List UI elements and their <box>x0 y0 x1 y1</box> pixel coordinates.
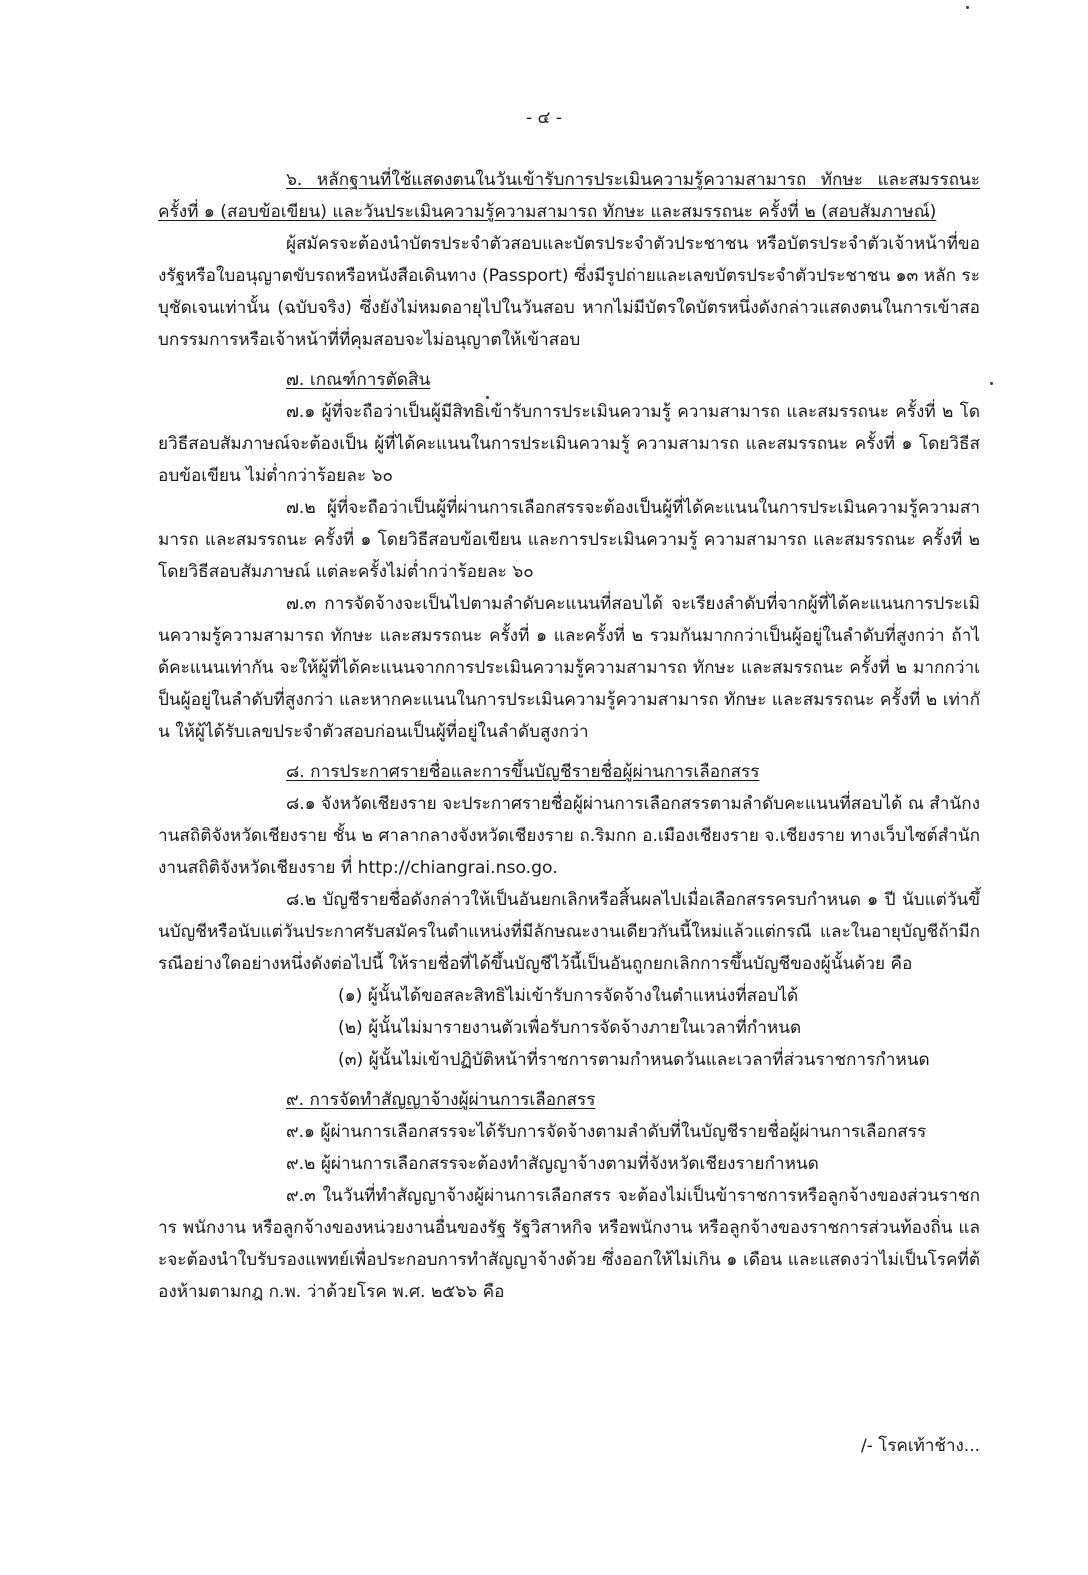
section-8-heading: ๘. การประกาศรายชื่อและการขึ้นบัญชีรายชื่อผู้ผ่านการเลือกสรร <box>286 762 760 782</box>
list-item: (๑) ผู้นั้นได้ขอสละสิทธิไม่เข้ารับการจัดจ้างในตำแหน่งที่สอบได้ <box>338 986 799 1006</box>
section-7-3: ๗.๓ การจัดจ้างจะเป็นไปตามลำดับคะแนนที่สอบได้ จะเรียงลำดับที่จากผู้ที่ได้คะแนนการประเมินความรู้ความสามารถ ทักษะ และสมรรถนะ ครั้งที่ ๑ และครั้งที่ ๒ รวมกันมากกว่าเป็นผู้อยู่ในลำดับที่สูงกว่า ถ้าได้คะแนนเท่ากัน จะให้ผู้ที่ได้คะแนนจากการประเมินความรู้ความสามารถ ทักษะ และสมรรถนะ ครั้งที่ ๒ มากกว่าเป็นผู้อยู่ในลำดับที่สูงกว่า และหากคะแนนในการประเมินความรู้ความสามารถ ทักษะ และสมรรถนะ ครั้งที่ ๒ เท่ากัน ให้ผู้ได้รับเลขประจำตัวสอบก่อนเป็นผู้ที่อยู่ในลำดับสูงกว่า <box>158 594 980 742</box>
section-8-2: ๘.๒ บัญชีรายชื่อดังกล่าวให้เป็นอันยกเลิกหรือสิ้นผลไปเมื่อเลือกสรรครบกำหนด ๑ ปี นับแต่วันขึ้นบัญชีหรือนับแต่วันประกาศรับสมัครในตำแหน่งที่มีลักษณะงานเดียวกันนี้ใหม่แล้วแต่กรณี และในอายุบัญชีถ้ามีกรณีอย่างใดอย่างหนึ่งดังต่อไปนี้ ให้รายชื่อที่ได้ขึ้นบัญชีไว้นี้เป็นอันถูกยกเลิกการขึ้นบัญชีของผู้นั้นด้วย คือ <box>158 890 980 974</box>
section-9-1: ๙.๑ ผู้ผ่านการเลือกสรรจะได้รับการจัดจ้างตามลำดับที่ในบัญชีรายชื่อผู้ผ่านการเลือกสรร <box>286 1122 927 1142</box>
continuation-note: /- โรคเท้าช้าง... <box>860 1436 980 1456</box>
list-item: (๓) ผู้นั้นไม่เข้าปฏิบัติหน้าที่ราชการตามกำหนดวันและเวลาที่ส่วนราชการกำหนด <box>338 1050 930 1070</box>
scan-speck <box>990 382 993 385</box>
section-9-3: ๙.๓ ในวันที่ทำสัญญาจ้างผู้ผ่านการเลือกสรร จะต้องไม่เป็นข้าราชการหรือลูกจ้างของส่วนราชการ พนักงาน หรือลูกจ้างของหน่วยงานอื่นของรัฐ รัฐวิสาหกิจ หรือพนักงาน หรือลูกจ้างของราชการส่วนท้องถิ่น และจะต้องนำใบรับรองแพทย์เพื่อประกอบการทำสัญญาจ้างด้วย ซึ่งออกให้ไม่เกิน ๑ เดือน และแสดงว่าไม่เป็นโรคที่ต้องห้ามตามกฎ ก.พ. ว่าด้วยโรค พ.ศ. ๒๕๖๖ คือ <box>158 1186 980 1302</box>
page-number: - ๔ - <box>526 108 562 128</box>
document-body <box>158 164 980 1308</box>
scan-speck <box>486 396 489 399</box>
section-6-body: ผู้สมัครจะต้องนำบัตรประจำตัวสอบและบัตรประจำตัวประชาชน หรือบัตรประจำตัวเจ้าหน้าที่ของรัฐหรือใบอนุญาตขับรถหรือหนังสือเดินทาง (Passport) ซึ่งมีรูปถ่ายและเลขบัตรประจำตัวประชาชน ๑๓ หลัก ระบุชัดเจนเท่านั้น (ฉบับจริง) ซึ่งยังไม่หมดอายุไปในวันสอบ หากไม่มีบัตรใดบัตรหนึ่งดังกล่าวแสดงตนในการเข้าสอบกรรมการหรือเจ้าหน้าที่ที่คุมสอบจะไม่อนุญาตให้เข้าสอบ <box>158 234 980 350</box>
section-7 <box>158 364 980 748</box>
section-7-heading: ๗. เกณฑ์การตัดสิน <box>286 370 431 390</box>
section-9-heading: ๙. การจัดทำสัญญาจ้างผู้ผ่านการเลือกสรร <box>286 1090 596 1110</box>
scan-speck <box>966 6 969 9</box>
section-9 <box>158 1084 980 1308</box>
section-7-2: ๗.๒ ผู้ที่จะถือว่าเป็นผู้ที่ผ่านการเลือกสรรจะต้องเป็นผู้ที่ได้คะแนนในการประเมินความรู้ความสามารถ และสมรรถนะ ครั้งที่ ๑ โดยวิธีสอบข้อเขียน และการประเมินความรู้ ความสามารถ และสมรรถนะ ครั้งที่ ๒ โดยวิธีสอบสัมภาษณ์ แต่ละครั้งไม่ต่ำกว่าร้อยละ ๖๐ <box>158 498 980 582</box>
list-item: (๒) ผู้นั้นไม่มารายงานตัวเพื่อรับการจัดจ้างภายในเวลาที่กำหนด <box>338 1018 802 1038</box>
section-6 <box>158 164 980 356</box>
section-6-heading: ๖. หลักฐานที่ใช้แสดงตนในวันเข้ารับการประเมินความรู้ความสามารถ ทักษะ และสมรรถนะ ครั้งที่ ๑ (สอบข้อเขียน) และวันประเมินความรู้ความสามารถ ทักษะ และสมรรถนะ ครั้งที่ ๒ (สอบสัมภาษณ์) <box>158 170 980 222</box>
section-8 <box>158 756 980 1076</box>
section-9-2: ๙.๒ ผู้ผ่านการเลือกสรรจะต้องทำสัญญาจ้างตามที่จังหวัดเชียงรายกำหนด <box>286 1154 819 1174</box>
section-8-1: ๘.๑ จังหวัดเชียงราย จะประกาศรายชื่อผู้ผ่านการเลือกสรรตามลำดับคะแนนที่สอบได้ ณ สำนักงานสถิติจังหวัดเชียงราย ชั้น ๒ ศาลากลางจังหวัดเชียงราย ถ.ริมกก อ.เมืองเชียงราย จ.เชียงราย ทางเว็บไซต์สำนักงานสถิติจังหวัดเชียงราย ที่ http://chiangrai.nso.go. <box>158 794 980 878</box>
section-7-1: ๗.๑ ผู้ที่จะถือว่าเป็นผู้มีสิทธิเข้ารับการประเมินความรู้ ความสามารถ และสมรรถนะ ครั้งที่ ๒ โดยวิธีสอบสัมภาษณ์จะต้องเป็น ผู้ที่ได้คะแนนในการประเมินความรู้ ความสามารถ และสมรรถนะ ครั้งที่ ๑ โดยวิธีสอบข้อเขียน ไม่ต่ำกว่าร้อยละ ๖๐ <box>158 402 980 486</box>
